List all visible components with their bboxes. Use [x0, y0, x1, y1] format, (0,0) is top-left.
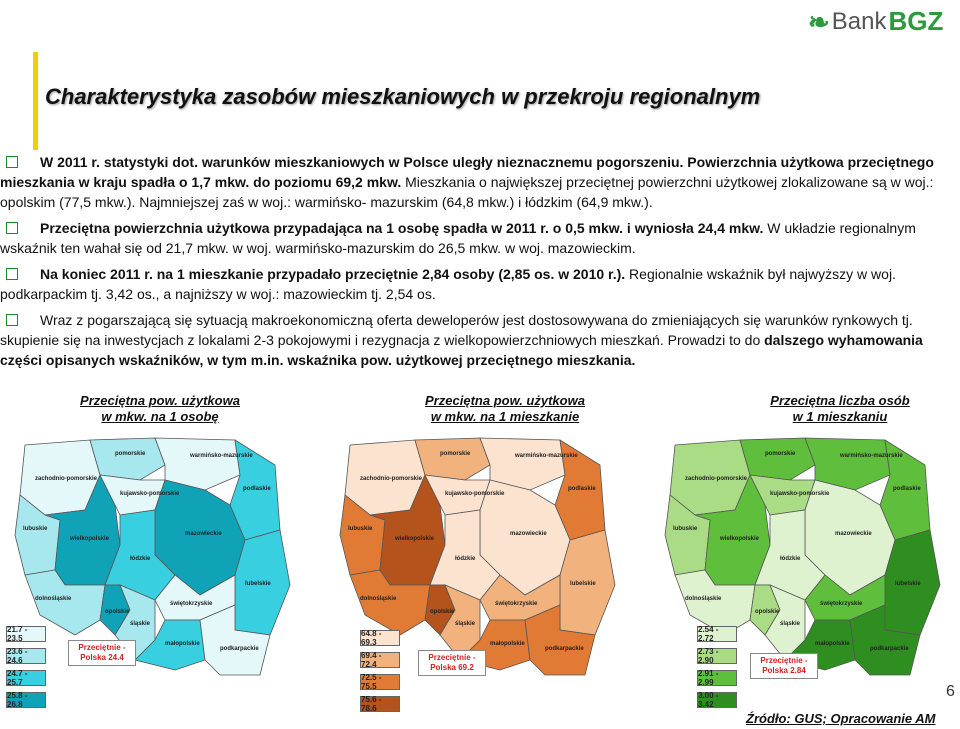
region-label-swietokrzyskie: świętokrzyskie [170, 601, 213, 607]
map-title-per-person [70, 393, 250, 425]
legend-row [6, 670, 46, 686]
region-label-podlaskie: podlaskie [893, 486, 921, 492]
legend-row [6, 648, 46, 664]
accent-bar [33, 52, 38, 150]
checkbox-bullet-icon [6, 314, 18, 326]
region-label-mazowieckie: mazowieckie [835, 531, 872, 537]
checkbox-bullet-icon [6, 222, 18, 234]
region-pomorskie [90, 438, 165, 480]
map-poland-per-person [5, 435, 305, 685]
legend-row [360, 630, 400, 646]
checkbox-bullet-icon [6, 156, 18, 168]
region-label-zachodniopomorskie: zachodnio-pomorskie [685, 476, 748, 482]
legend-swatch: 64.8 - 69.3 [360, 630, 400, 646]
map-legend [697, 626, 737, 714]
bullet-text: Wraz z pogarszającą się sytuacją makroekonomiczną oferta deweloperów jest dostosowywana do zmieniających się warunków rynkowych tj. skupienie się na inwestycjach z lokalami 2-3 pokojowymi i rezygnacja z wielkopowierzchniowych mieszkań. Prowadzi to do [0, 312, 913, 348]
region-label-malopolskie: małopolskie [165, 641, 200, 647]
region-label-slaskie: śląskie [130, 621, 151, 627]
map-title-line: Przeciętna pow. użytkowa [80, 393, 240, 408]
region-label-swietokrzyskie: świętokrzyskie [495, 601, 538, 607]
bank-logo-icon: ❧ [808, 6, 830, 37]
region-label-lubuskie: lubuskie [23, 526, 48, 532]
legend-swatch: 2.54 - 2.72 [697, 626, 737, 642]
region-label-wielkopolskie: wielkopolskie [70, 536, 110, 542]
region-label-zachodniopomorskie: zachodnio-pomorskie [35, 476, 98, 482]
bank-bgz-logo [808, 6, 943, 37]
bullet-bold-text: W 2011 r. statystyki dot. warunków mieszkaniowych w Polsce uległy nieznacznemu pogorszeniu. Powierzchnia użytkowa przeciętnego mieszkania w kraju spadła o 1,7 mkw. do poziomu 69,2 mkw. [0, 154, 934, 190]
legend-swatch: 2.73 - 2.90 [697, 648, 737, 664]
region-label-wielkopolskie: wielkopolskie [395, 536, 435, 542]
legend-row [697, 692, 737, 708]
bullet-bold-text: Przeciętna powierzchnia użytkowa przypadająca na 1 osobę spadła w 2011 r. o 0,5 mkw. i wyniosła 24,4 mkw. [40, 220, 764, 236]
region-label-lodzkie: łódzkie [780, 556, 801, 562]
region-label-podlaskie: podlaskie [243, 486, 271, 492]
region-label-kujawsko: kujawsko-pomorskie [120, 491, 180, 497]
bullet-text: W układzie regionalnym wskaźnik ten wahał się od 21,7 mkw. w woj. warmińsko-mazurskim do 26,5 mkw. w woj. mazowieckim. [0, 220, 916, 256]
region-label-podkarpackie: podkarpackie [220, 646, 259, 652]
legend-row [360, 652, 400, 668]
region-label-pomorskie: pomorskie [440, 451, 471, 457]
region-label-dolnoslaskie: dolnośląskie [35, 596, 72, 602]
region-label-opolskie: opolskie [430, 609, 455, 615]
map-title-line: w mkw. na 1 mieszkanie [430, 409, 580, 424]
legend-row [6, 692, 46, 708]
logo-bgz-text: BGZ [888, 6, 944, 36]
region-pomorskie [415, 438, 490, 480]
legend-swatch: 23.6 - 24.6 [6, 648, 46, 664]
source-note: Źródło: GUS; Opracowanie AM [746, 711, 936, 726]
map-title-line: Przeciętna liczba osób [770, 393, 910, 408]
region-label-podlaskie: podlaskie [568, 486, 596, 492]
bullet-text: Regionalnie wskaźnik był najwyższy w woj. podkarpackim tj. 3,42 os., a najniższy w woj.: mazowieckim tj. 2,54 os. [0, 266, 896, 302]
page-number: 6 [946, 683, 955, 700]
region-label-opolskie: opolskie [755, 609, 780, 615]
bullet-bold-text: Na koniec 2011 r. na 1 mieszkanie przypadało przeciętnie 2,84 osoby (2,85 os. w 2010 r.). [40, 266, 626, 282]
logo-bank-text: Bank [831, 7, 887, 35]
legend-swatch: 69.4 - 72.4 [360, 652, 400, 668]
legend-swatch: 24.7 - 25.7 [6, 670, 46, 686]
bullet-item [0, 264, 940, 304]
region-label-swietokrzyskie: świętokrzyskie [820, 601, 863, 607]
bullet-text: Mieszkania o największej przeciętnej powierzchni użytkowej zlokalizowane są w woj.: opolskim (77,5 mkw.). Najmniejszej zaś w woj.: warmińsko- mazurskim (64,8 mkw.) i łódzkim (64,9 mkw.). [0, 174, 934, 210]
legend-swatch: 2.91 - 2.99 [697, 670, 737, 686]
region-label-malopolskie: małopolskie [490, 641, 525, 647]
region-label-slaskie: śląskie [780, 621, 801, 627]
region-label-wielkopolskie: wielkopolskie [720, 536, 760, 542]
region-label-mazowieckie: mazowieckie [510, 531, 547, 537]
map-legend [6, 626, 46, 714]
region-label-podkarpackie: podkarpackie [870, 646, 909, 652]
bullet-item [0, 218, 940, 258]
average-box: Przeciętnie - Polska 69.2 [418, 650, 486, 676]
region-label-lodzkie: łódzkie [455, 556, 476, 562]
region-label-warminsko: warmińsko-mazurskie [840, 453, 903, 459]
map-title-line: Przeciętna pow. użytkowa [425, 393, 585, 408]
region-label-podkarpackie: podkarpackie [545, 646, 584, 652]
region-label-lubuskie: lubuskie [348, 526, 373, 532]
region-label-mazowieckie: mazowieckie [185, 531, 222, 537]
legend-row [697, 648, 737, 664]
region-label-lodzkie: łódzkie [130, 556, 151, 562]
checkbox-bullet-icon [6, 268, 18, 280]
legend-swatch: 25.8 - 26.8 [6, 692, 46, 708]
map-title-per-dwelling [405, 393, 605, 425]
region-label-pomorskie: pomorskie [765, 451, 796, 457]
map-title-persons [750, 393, 930, 425]
region-label-kujawsko: kujawsko-pomorskie [770, 491, 830, 497]
legend-row [697, 670, 737, 686]
region-label-slaskie: śląskie [455, 621, 476, 627]
region-label-dolnoslaskie: dolnośląskie [685, 596, 722, 602]
region-label-warminsko: warmińsko-mazurskie [190, 453, 253, 459]
average-box: Przeciętnie - Polska 2.84 [750, 653, 818, 679]
legend-swatch: 75.6 - 78.6 [360, 696, 400, 712]
legend-swatch: 21.7 - 23.5 [6, 626, 46, 642]
region-label-lubelskie: lubelskie [245, 581, 271, 587]
legend-row [697, 626, 737, 642]
bullet-item [0, 310, 940, 370]
region-label-kujawsko: kujawsko-pomorskie [445, 491, 505, 497]
region-label-pomorskie: pomorskie [115, 451, 146, 457]
legend-swatch: 3.00 - 3.42 [697, 692, 737, 708]
bullet-item [0, 152, 940, 212]
region-label-opolskie: opolskie [105, 609, 130, 615]
region-label-lubuskie: lubuskie [673, 526, 698, 532]
bullet-list [0, 152, 940, 376]
page-title: Charakterystyka zasobów mieszkaniowych w przekroju regionalnym [45, 84, 761, 109]
map-legend [360, 630, 400, 718]
region-label-warminsko: warmińsko-mazurskie [515, 453, 578, 459]
legend-row [360, 674, 400, 690]
region-label-dolnoslaskie: dolnośląskie [360, 596, 397, 602]
map-title-line: w mkw. na 1 osobę [101, 409, 219, 424]
region-label-lubelskie: lubelskie [570, 581, 596, 587]
region-label-zachodniopomorskie: zachodnio-pomorskie [360, 476, 423, 482]
legend-swatch: 72.5 - 75.5 [360, 674, 400, 690]
legend-row [360, 696, 400, 712]
legend-row [6, 626, 46, 642]
map-title-line: w 1 mieszkaniu [792, 409, 888, 424]
region-label-lubelskie: lubelskie [895, 581, 921, 587]
region-label-malopolskie: małopolskie [815, 641, 850, 647]
bullet-bold-text: dalszego wyhamowania części opisanych wskaźników, w tym m.in. wskaźnika pow. użytkowej przeciętnego mieszkania. [0, 332, 923, 368]
average-box: Przeciętnie - Polska 24.4 [68, 640, 136, 666]
region-pomorskie [740, 438, 815, 480]
